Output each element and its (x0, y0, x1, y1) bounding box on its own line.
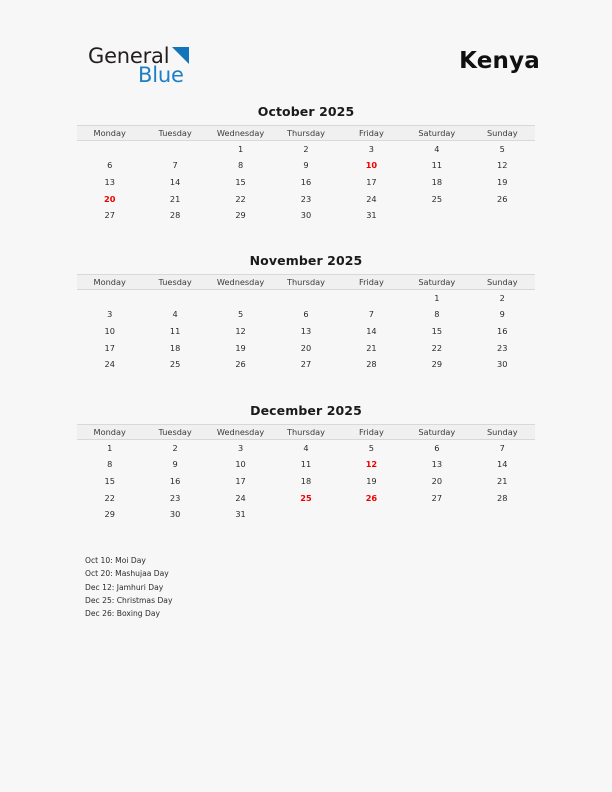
weekday-header-monday: Monday (77, 425, 142, 440)
weekday-header-friday: Friday (339, 425, 404, 440)
weekday-header-saturday: Saturday (404, 425, 469, 440)
day-cell[interactable]: 15 (104, 475, 115, 486)
day-cell[interactable]: 1 (107, 443, 113, 454)
day-cell[interactable]: 15 (235, 176, 246, 187)
day-cell-empty (142, 141, 207, 158)
day-cell[interactable]: 3 (237, 443, 244, 454)
day-cell-empty (339, 506, 404, 523)
day-cell[interactable]: 5 (499, 144, 505, 155)
day-cell[interactable]: 15 (431, 325, 443, 336)
weekday-header-wednesday: Wednesday (208, 275, 273, 290)
day-cell-empty (470, 506, 535, 523)
day-cell[interactable]: 6 (107, 160, 113, 171)
week-row (77, 356, 535, 373)
day-cell[interactable]: 14 (169, 176, 181, 187)
weekday-header-tuesday: Tuesday (142, 275, 207, 290)
weekday-header-thursday: Thursday (273, 425, 338, 440)
day-cell-empty (404, 207, 469, 224)
day-cell[interactable]: 9 (303, 160, 309, 171)
day-cell[interactable]: 24 (104, 359, 115, 370)
day-cell[interactable]: 28 (169, 210, 181, 221)
month-calendar-table (77, 424, 535, 522)
day-cell[interactable]: 18 (300, 475, 312, 486)
holiday-legend-item: Oct 20: Mashujaa Day (85, 569, 169, 579)
weekday-header-saturday: Saturday (404, 126, 469, 141)
weekday-header-tuesday: Tuesday (142, 425, 207, 440)
day-cell[interactable]: 6 (303, 309, 309, 320)
day-cell[interactable]: 21 (169, 193, 181, 204)
day-cell[interactable]: 18 (169, 342, 181, 353)
weekday-header-monday: Monday (77, 126, 142, 141)
day-cell[interactable]: 24 (366, 193, 377, 204)
week-row (77, 141, 535, 158)
holiday-legend-item: Dec 12: Jamhuri Day (85, 582, 164, 592)
day-cell[interactable]: 8 (237, 160, 244, 171)
day-cell[interactable]: 28 (366, 359, 377, 370)
day-cell[interactable]: 1 (237, 144, 244, 155)
day-cell[interactable]: 7 (172, 160, 178, 171)
day-cell[interactable]: 4 (172, 309, 178, 320)
logo-text-general: General (88, 44, 170, 68)
day-cell[interactable]: 4 (303, 443, 309, 454)
weekday-header-sunday: Sunday (470, 425, 535, 440)
day-cell[interactable]: 13 (104, 176, 115, 187)
day-cell[interactable]: 29 (104, 509, 115, 520)
day-cell[interactable]: 20 (300, 342, 312, 353)
day-cell[interactable]: 25 (169, 359, 181, 370)
day-cell[interactable]: 23 (169, 492, 181, 503)
day-cell[interactable]: 31 (235, 509, 246, 520)
week-row (77, 190, 535, 207)
week-row (77, 440, 535, 457)
weekday-header-friday: Friday (339, 275, 404, 290)
day-cell-empty (273, 290, 338, 307)
day-cell[interactable]: 10 (104, 325, 115, 336)
day-cell[interactable]: 3 (368, 144, 374, 155)
day-cell[interactable]: 19 (366, 475, 377, 486)
day-cell[interactable]: 9 (172, 459, 178, 470)
week-row (77, 473, 535, 490)
day-cell[interactable]: 16 (300, 176, 312, 187)
day-cell[interactable]: 29 (235, 210, 246, 221)
day-cell[interactable]: 19 (497, 176, 508, 187)
day-cell[interactable]: 14 (497, 459, 508, 470)
day-cell-empty (339, 290, 404, 307)
day-cell[interactable]: 29 (431, 359, 443, 370)
day-cell[interactable]: 27 (431, 492, 443, 503)
page-header (88, 44, 540, 88)
day-cell[interactable]: 16 (169, 475, 181, 486)
day-cell-empty (470, 207, 535, 224)
day-cell[interactable]: 13 (431, 459, 443, 470)
day-cell[interactable]: 11 (431, 160, 443, 171)
day-cell[interactable]: 23 (300, 193, 312, 204)
day-cell-holiday[interactable]: 26 (365, 492, 378, 503)
day-cell[interactable]: 2 (303, 144, 309, 155)
day-cell[interactable]: 30 (169, 509, 181, 520)
day-cell[interactable]: 26 (235, 359, 246, 370)
holiday-legend-item: Dec 25: Christmas Day (85, 595, 173, 605)
week-row (77, 207, 535, 224)
day-cell[interactable]: 8 (107, 459, 113, 470)
day-cell[interactable]: 16 (497, 325, 508, 336)
month-weeks-body (77, 290, 535, 373)
week-row (77, 456, 535, 473)
day-cell[interactable]: 11 (300, 459, 312, 470)
week-row (77, 323, 535, 340)
day-cell-empty (404, 506, 469, 523)
general-blue-logo (88, 44, 308, 88)
day-cell[interactable]: 24 (235, 492, 246, 503)
day-cell[interactable]: 22 (104, 492, 115, 503)
weekday-header-row (77, 126, 535, 141)
day-cell-holiday[interactable]: 20 (104, 193, 116, 204)
day-cell[interactable]: 17 (366, 176, 377, 187)
day-cell[interactable]: 22 (431, 342, 443, 353)
day-cell[interactable]: 9 (499, 309, 505, 320)
weekday-header-row (77, 425, 535, 440)
day-cell[interactable]: 5 (368, 443, 374, 454)
weekday-header-thursday: Thursday (273, 126, 338, 141)
month-title: December 2025 (250, 403, 362, 418)
week-row (77, 290, 535, 307)
day-cell[interactable]: 27 (300, 359, 312, 370)
day-cell[interactable]: 13 (300, 325, 312, 336)
week-row (77, 339, 535, 356)
day-cell[interactable]: 25 (431, 193, 443, 204)
day-cell[interactable]: 28 (497, 492, 508, 503)
weekday-header-saturday: Saturday (404, 275, 469, 290)
holiday-legend-item: Oct 10: Moi Day (85, 556, 146, 565)
weekday-header-monday: Monday (77, 275, 142, 290)
day-cell[interactable]: 21 (497, 475, 508, 486)
day-cell-empty (77, 141, 142, 158)
weekday-header-tuesday: Tuesday (142, 126, 207, 141)
month-title: November 2025 (249, 253, 363, 268)
day-cell[interactable]: 30 (300, 210, 312, 221)
day-cell[interactable]: 26 (497, 193, 508, 204)
day-cell-empty (77, 290, 142, 307)
month-title: October 2025 (257, 104, 355, 119)
day-cell[interactable]: 22 (235, 193, 246, 204)
weekday-header-sunday: Sunday (470, 126, 535, 141)
day-cell[interactable]: 27 (104, 210, 115, 221)
month-weeks-body (77, 440, 535, 523)
day-cell[interactable]: 21 (366, 342, 377, 353)
day-cell[interactable]: 17 (235, 475, 246, 486)
day-cell[interactable]: 2 (499, 293, 505, 304)
day-cell[interactable]: 3 (107, 309, 113, 320)
day-cell[interactable]: 20 (431, 475, 443, 486)
week-row (77, 157, 535, 174)
day-cell[interactable]: 30 (497, 359, 508, 370)
weekday-header-wednesday: Wednesday (208, 425, 273, 440)
day-cell-holiday[interactable]: 10 (365, 160, 378, 171)
week-row (77, 506, 535, 523)
weekday-header-sunday: Sunday (470, 275, 535, 290)
day-cell-empty (273, 506, 338, 523)
month-block-december (77, 403, 535, 522)
week-row (77, 174, 535, 191)
day-cell[interactable]: 5 (237, 309, 244, 320)
day-cell[interactable]: 12 (497, 160, 508, 171)
day-cell[interactable]: 14 (366, 325, 377, 336)
week-row (77, 489, 535, 506)
month-block-october (77, 104, 535, 223)
week-row (77, 306, 535, 323)
day-cell[interactable]: 2 (172, 443, 178, 454)
month-calendar-table (77, 274, 535, 372)
day-cell[interactable]: 17 (104, 342, 115, 353)
day-cell[interactable]: 7 (499, 443, 505, 454)
day-cell-holiday[interactable]: 12 (365, 459, 378, 470)
day-cell-holiday[interactable]: 25 (300, 492, 312, 503)
day-cell[interactable]: 12 (235, 325, 246, 336)
day-cell[interactable]: 18 (431, 176, 443, 187)
day-cell[interactable]: 19 (235, 342, 246, 353)
page-title: Kenya (459, 48, 540, 74)
logo-text-blue: Blue (138, 63, 184, 87)
day-cell[interactable]: 11 (169, 325, 181, 336)
holiday-legend-item: Dec 26: Boxing Day (85, 609, 161, 619)
day-cell-empty (208, 290, 273, 307)
month-calendar-table (77, 125, 535, 223)
day-cell[interactable]: 23 (497, 342, 508, 353)
day-cell[interactable]: 7 (368, 309, 374, 320)
weekday-header-thursday: Thursday (273, 275, 338, 290)
day-cell[interactable]: 1 (434, 293, 440, 304)
month-weeks-body (77, 141, 535, 224)
weekday-header-row (77, 275, 535, 290)
month-block-november (77, 253, 535, 372)
logo-triangle-icon (172, 47, 189, 64)
day-cell[interactable]: 6 (434, 443, 440, 454)
weekday-header-friday: Friday (339, 126, 404, 141)
day-cell[interactable]: 4 (434, 144, 440, 155)
day-cell[interactable]: 10 (235, 459, 246, 470)
holiday-legend-list (85, 554, 385, 620)
day-cell[interactable]: 8 (434, 309, 440, 320)
day-cell-empty (142, 290, 207, 307)
weekday-header-wednesday: Wednesday (208, 126, 273, 141)
day-cell[interactable]: 31 (366, 210, 377, 221)
